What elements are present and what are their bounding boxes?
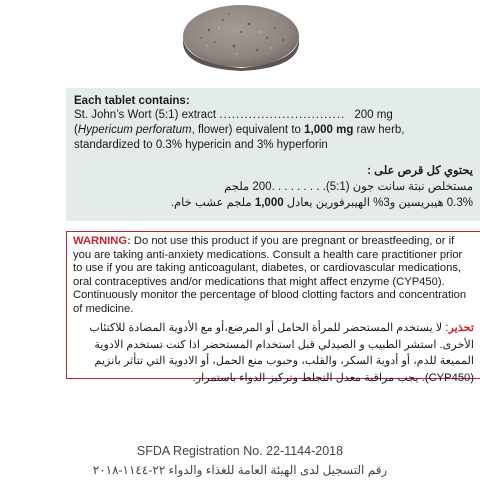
- arabic-composition-title: يحتوي كل قرص على :: [367, 165, 473, 177]
- warning-text: Do not use this product if you are pregnant or breastfeeding, or if you are taking anti-anxiety medications. Consult a health care practitioner prior to use if you are taking anticoagulant, diabetes, or cardiovascular medications, oral contraceptives and/or medications that might affect enzyme (CYP450). Continuously monitor the percentage of blood clotting factors and concentration of medicine.: [73, 235, 467, 315]
- equivalent-text: , flower) equivalent to: [191, 124, 305, 136]
- standardized-line: standardized to 0.3% hypericin and 3% hyperforin: [74, 139, 328, 151]
- extract-dots: ..............................: [219, 109, 346, 121]
- sfda-registration-arabic: رقم التسجيل لدى الهيئة العامة للغذاء والدواء ٢٢-١١٤٤-٢٠١٨: [92, 463, 388, 477]
- sfda-registration: SFDA Registration No. 22-1144-2018: [136, 444, 344, 458]
- warning-label: WARNING:: [73, 235, 131, 247]
- arabic-standard-text-a: 0.3% هيبريسين و3% الهيبرفورين يعادل: [283, 197, 473, 209]
- warning-box: [66, 231, 480, 384]
- warning-arabic-label: تحذير: [448, 322, 474, 334]
- composition-panel: [66, 88, 480, 221]
- warning-arabic: [73, 320, 474, 386]
- warning-english: [73, 235, 474, 316]
- raw-herb-suffix: raw herb,: [353, 124, 405, 136]
- arabic-standard-text-b: ملجم عشب خام.: [170, 197, 255, 209]
- warning-arabic-text: : لا يستخدم المستحضر للمرأة الحامل أو المرضع،أو مع الأدوية المضادة للاكتئاب الأخرى. استشر الطبيب و الصيدلي قبل استخدام المستحضر اذا كنت تستخدم الادوية المميعة للدم، أو أدوية السكر، والقلب، وحبوب منع الحمل، أو الادوية التي تتأثر بانزيم (CYP450). يجب مراقبة معدل التجلط وتركيز الدواء باستمرار.: [89, 322, 474, 384]
- extract-quantity: 200 mg: [354, 109, 393, 121]
- latin-name: Hypericum perforatum: [77, 124, 192, 136]
- composition-title: Each tablet contains:: [74, 95, 190, 107]
- equivalent-line: (Hypericum perforatum, flower) equivalent to 1,000 mg raw herb,: [74, 124, 405, 136]
- arabic-extract-line: مستخلص نبتة سانت جون (5:1). . . . . . . . .200 ملجم: [224, 181, 473, 193]
- arabic-standard-quantity: 1,000: [254, 197, 284, 209]
- arabic-standard-line: [74, 195, 473, 211]
- tablet-image: [179, 2, 303, 72]
- extract-name: St. John’s Wort (5:1) extract: [74, 109, 217, 121]
- extract-line: [74, 108, 473, 123]
- raw-herb-quantity: 1,000 mg: [304, 124, 354, 136]
